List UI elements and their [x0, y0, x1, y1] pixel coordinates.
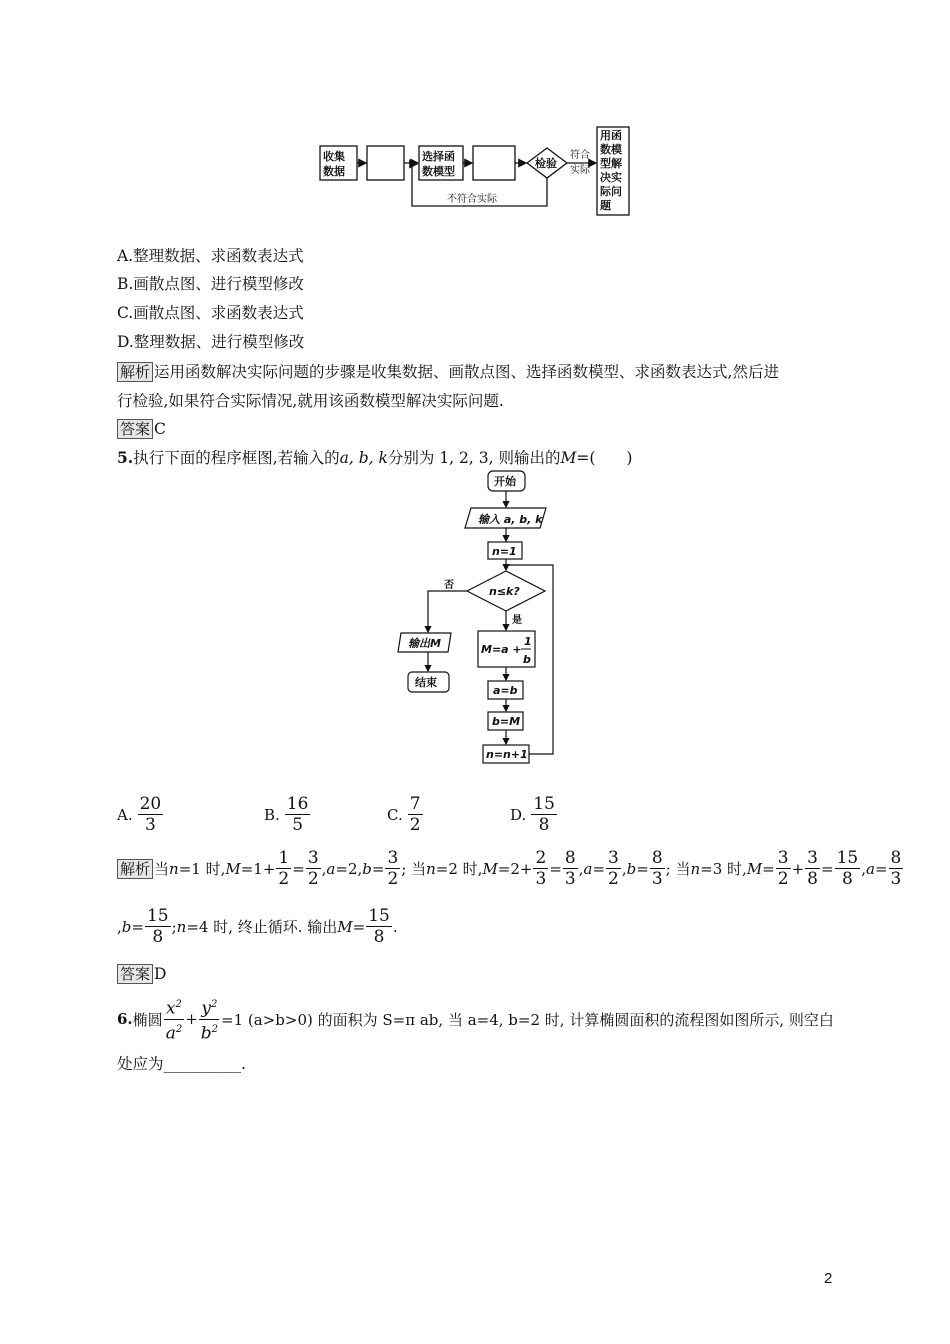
analysis-tag: 解析 [117, 859, 153, 879]
fit-label: 实际 [570, 165, 590, 176]
q5-answer [117, 964, 166, 984]
q5-stem-text: 分别为 1, 2, 3, 则输出的 [387, 449, 561, 467]
use-label: 用函 [600, 129, 622, 142]
q5-analysis-cont: , b = $\frac{15}{8}$ ; n =4 时, 终止循环. 输出 M = $\frac{15}{8}$ . [117, 906, 398, 947]
q5-stem-text: 执行下面的程序框图,若输入的 [133, 449, 340, 467]
a-assign-node: a=b [493, 684, 518, 697]
b-assign-node: b=M [492, 715, 521, 728]
use-label: 题 [600, 199, 611, 212]
input-node: 输入 a, b, k [478, 513, 543, 526]
frac-den: 8 [538, 815, 550, 835]
q4-analysis [117, 362, 779, 382]
m-assign-den: b [523, 653, 531, 666]
option-label: D. [510, 805, 527, 824]
frac-num: 20 [139, 794, 162, 814]
m-assign-node: M=a + [481, 643, 522, 656]
q5-option-a [117, 794, 164, 835]
condition-node: n≤k? [489, 585, 520, 598]
m-assign-num: 1 [524, 635, 532, 648]
q6-stem-text: . [241, 1055, 246, 1073]
q6-stem-text: =1 (a>b>0) 的面积为 S=π ab, 当 a=4, b=2 时, 计算椭圆面积的流程图如图所示, 则空白 [221, 1010, 834, 1029]
q4-option-d: D.整理数据、进行模型修改 [117, 333, 305, 351]
increment-node: n=n+1 [486, 748, 528, 761]
q5-analysis: 解析 当 n =1 时, M =1+ $\frac{1}{2}$ = $\frac{3}{2}$ , a =2, b = $\frac{3}{2}$ ; 当 n =2 时, M =2+ $\frac{2}{3}$ = $\frac{8}{3}$ , a = $\frac{3}{2}$ , b = $\frac{8}{3}$ ; 当 n =3 时, M = $\frac{3}{2}$ + $\frac{3}{8}$ = $\frac{15}{8}$ , a = $\frac{8}{3}$ [117, 848, 904, 889]
use-label: 际问 [600, 185, 622, 198]
start-node: 开始 [494, 475, 516, 488]
collect-label: 数据 [323, 165, 345, 178]
q5-option-b [264, 794, 311, 835]
end-node: 结束 [415, 676, 437, 689]
yes-label: 是 [512, 615, 522, 626]
q6-stem: 6. 椭圆 $\frac{x^2}{a^2}$ + $\frac{y^2}{b^2}$ =1 (a>b>0) 的面积为 S=π ab, 当 a=4, b=2 时, 计算椭圆面积的流程图如图所示, 则空白 [117, 995, 834, 1043]
q4-answer-value: C [154, 420, 166, 438]
collect-label: 收集 [323, 150, 345, 163]
answer-tag: 答案 [117, 419, 153, 439]
select-label: 选择函 [422, 150, 455, 163]
frac-num: 15 [533, 794, 555, 814]
check-label: 检验 [535, 157, 557, 170]
q5-answer-value: D [154, 965, 167, 983]
use-label: 型解 [600, 157, 622, 170]
frac-num: 16 [286, 794, 309, 814]
no-label: 否 [444, 580, 454, 591]
q6-stem-cont [117, 1054, 246, 1074]
q4-answer [117, 419, 166, 439]
fit-label: 符合 [570, 150, 590, 161]
frac-den: 3 [145, 815, 156, 835]
q4-option-b: B.画散点图、进行模型修改 [117, 275, 304, 293]
q5-stem [117, 448, 632, 468]
q4-analysis-cont: 行检验,如果符合实际情况,就用该函数模型解决实际问题. [117, 392, 504, 410]
use-label: 决实 [600, 171, 622, 184]
q6-stem-text: 椭圆 [132, 1010, 163, 1029]
q4-option-a: A.整理数据、求函数表达式 [117, 247, 304, 265]
q5-stem-text: =( ) [576, 449, 633, 467]
q5-number: 5. [117, 448, 134, 467]
answer-blank[interactable]: __________ [163, 1055, 242, 1073]
notfit-label: 不符合实际 [447, 194, 497, 205]
q4-analysis-text: 运用函数解决实际问题的步骤是收集数据、画散点图、选择函数模型、求函数表达式,然后进 [154, 363, 779, 381]
frac-den: 5 [292, 815, 304, 835]
use-label: 数模 [600, 143, 622, 156]
page-number: 2 [824, 1270, 833, 1287]
n-init-node: n=1 [492, 545, 517, 558]
frac-den: 2 [409, 815, 421, 835]
q5-option-d [510, 794, 558, 835]
q5-option-c [387, 794, 424, 835]
analysis-tag: 解析 [117, 362, 153, 382]
option-label: B. [264, 805, 280, 824]
program-flowchart [388, 468, 568, 770]
q5-vars: a, b, k [339, 449, 388, 467]
answer-tag: 答案 [117, 964, 153, 984]
q4-option-c: C.画散点图、求函数表达式 [117, 304, 304, 322]
modeling-flowchart [315, 124, 645, 220]
select-label: 数模型 [422, 165, 455, 178]
output-node: 输出M [408, 637, 441, 650]
q5-var-m: M [560, 449, 577, 467]
q6-number: 6. [117, 1010, 133, 1029]
frac-num: 7 [409, 794, 421, 814]
option-label: C. [387, 805, 403, 824]
option-label: A. [117, 805, 133, 824]
q6-stem-text: 处应为 [117, 1055, 164, 1073]
